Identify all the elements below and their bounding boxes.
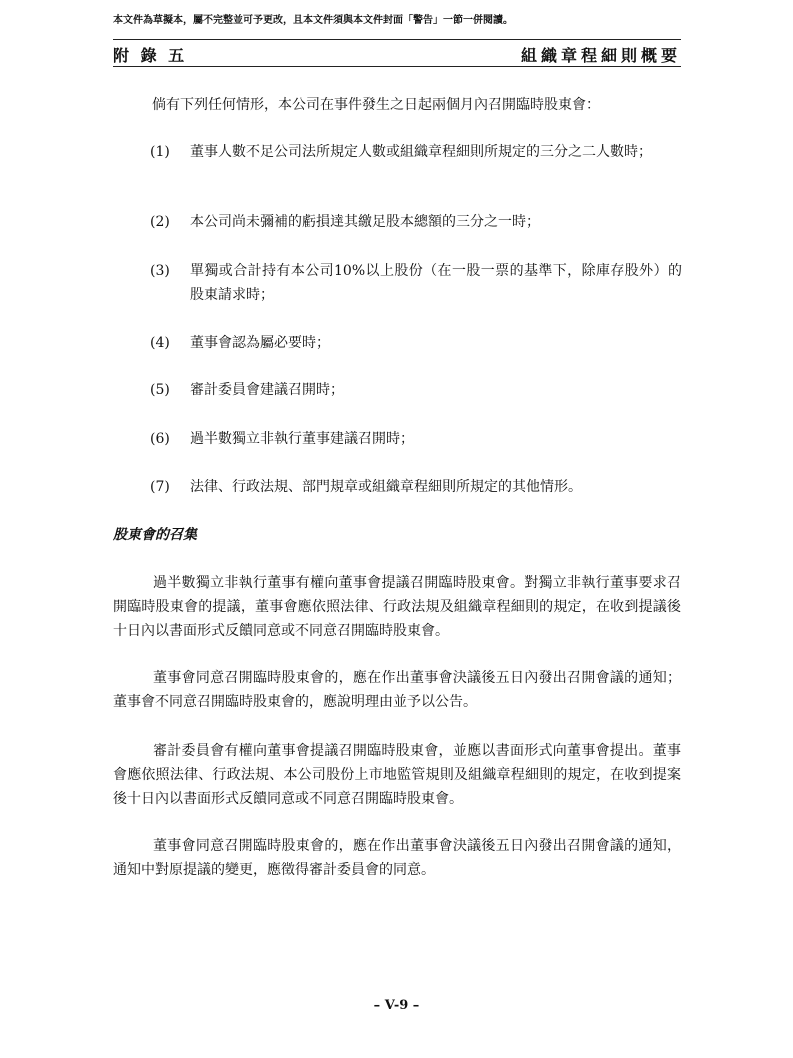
list-item [150, 331, 682, 355]
list-item-text: 董事會認為屬必要時； [190, 335, 330, 351]
list-item-number: (1) [150, 144, 170, 160]
list-item [150, 259, 682, 307]
list-item-text: 單獨或合計持有本公司10%以上股份（在一股一票的基準下，除庫存股外）的股東請求時； [190, 263, 682, 303]
list-item [150, 378, 682, 402]
list-item-text: 本公司尚未彌補的虧損達其繳足股本總額的三分之一時； [190, 214, 540, 230]
list-item-text: 董事人數不足公司法所規定人數或組織章程細則所規定的三分之二人數時； [190, 144, 652, 160]
list-item-number: (6) [150, 431, 170, 447]
list-item-text: 法律、行政法規、部門規章或組織章程細則所規定的其他情形。 [190, 479, 582, 495]
appendix-label: 附 錄 五 [113, 46, 188, 65]
body-paragraph: 董事會同意召開臨時股東會的，應在作出董事會決議後五日內發出召開會議的通知；董事會不同意召開臨時股東會的，應說明理由並予以公告。 [113, 670, 681, 710]
body-paragraph: 董事會同意召開臨時股東會的，應在作出董事會決議後五日內發出召開會議的通知，通知中對原提議的變更，應徵得審計委員會的同意。 [113, 838, 681, 878]
list-item [150, 475, 682, 499]
list-item-number: (7) [150, 479, 170, 495]
list-item-number: (3) [150, 263, 170, 279]
list-item [150, 140, 682, 164]
section-heading: 股東會的召集 [113, 527, 197, 543]
body-paragraph: 過半數獨立非執行董事有權向董事會提議召開臨時股東會。對獨立非執行董事要求召開臨時股東會的提議，董事會應依照法律、行政法規及組織章程細則的規定，在收到提議後十日內以書面形式反饋同意或不同意召開臨時股東會。 [113, 575, 681, 639]
list-item-number: (4) [150, 335, 170, 351]
draft-warning-banner: 本文件為草擬本，屬不完整並可予更改，且本文件須與本文件封面「警告」一節一併閱讀。 [113, 15, 513, 26]
list-item [150, 210, 682, 234]
body-paragraph: 審計委員會有權向董事會提議召開臨時股東會，並應以書面形式向董事會提出。董事會應依照法律、行政法規、本公司股份上市地監管規則及組織章程細則的規定，在收到提案後十日內以書面形式反饋同意或不同意召開臨時股東會。 [113, 743, 681, 807]
list-item-number: (5) [150, 382, 170, 398]
list-item-text: 過半數獨立非執行董事建議召開時； [190, 431, 414, 447]
list-item-number: (2) [150, 214, 170, 230]
page-header [113, 39, 681, 67]
page-number: – V-9 – [373, 998, 420, 1013]
list-item-text: 審計委員會建議召開時； [190, 382, 344, 398]
list-item [150, 427, 682, 451]
intro-paragraph: 倘有下列任何情形，本公司在事件發生之日起兩個月內召開臨時股東會： [152, 97, 600, 113]
section-title: 組織章程細則概要 [520, 46, 681, 65]
